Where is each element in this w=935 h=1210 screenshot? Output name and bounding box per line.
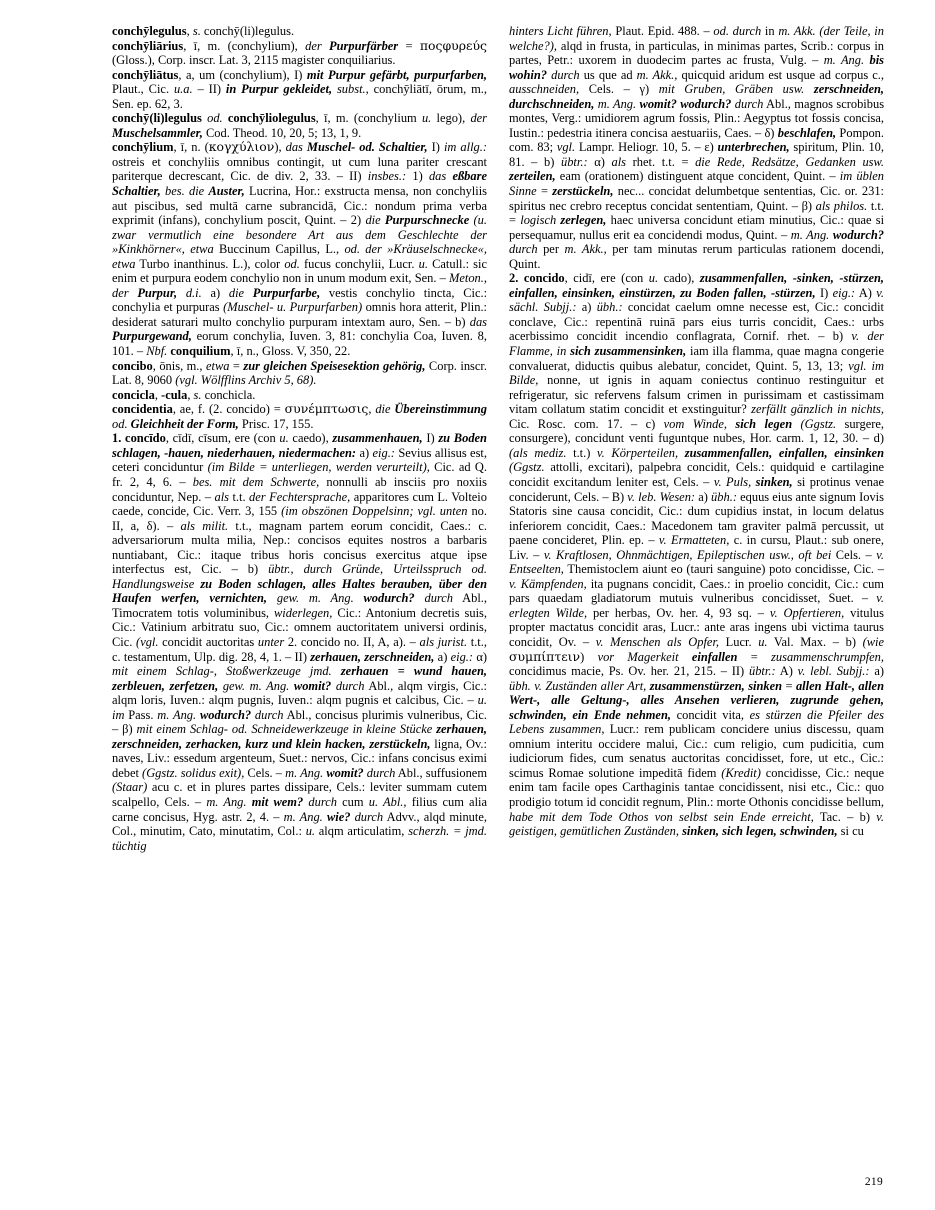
dictionary-entry: 2. concido, cidī, ere (con u. cado), zusammenfallen, -sinken, -stürzen, einfallen, einsinken, einstürzen, zu Boden fallen, -stürzen, I) eig.: A) v. sächl. Subjj.: a) übh.: concidat caelum omne necesse est, Cic.: concidit conclave, Cic.: repentinā ruinā pars eius turris concidit, Caes.: urbs acerbissimo concidit incendio conflagrata, Cornif. rhet. – b) v. der Flamme, in sich zusammensinken, iam illa flamma, quae magna congerie convaluerat, diductis quibus alebatur, concidet, Quint. 5, 13, 13; vgl. im Bilde, nonne, ut ignis in aquam coniectus continuo restinguitur et refrigeratur, sic refervens falsum crimen in purissimam et castissimam vitam collatum statim concidit et exstinguitur? zerfällt gänzlich in nichts, Cic. Rosc. com. 17. – c) vom Winde, sich legen (Ggstz. surgere, consurgere), concidunt venti fuguntque nubes, Hor. carm. 1, 12, 30. – d) (als mediz. t.t.) v. Körperteilen, zusammenfallen, einfallen, einsinken (Ggstz. attolli, excitari), palpebra concidit, Cels.: quidquid e cartilagine concidit excitandum leniter est, Cels. – v. Puls, sinken, si protinus venae conciderunt, Cels. – B) v. leb. Wesen: a) übh.: equus eius ante signum Iovis Statoris sine causa concidit, Cic.: dum cupidius instat, in locum delatus inferiorem concidit, Caes.: Macedonem tam graviter palmā percussit, ut paene concideret, Plin. ep. – v. Ermatteten, c. in cursu, Plaut.: sub onere, Liv. – v. Kraftlosen, Ohnmächtigen, Epileptischen usw., oft bei Cels. – v. Entseelten, Themistoclem aiunt eo (tauri sanguine) poto concidisse, Cic. – v. Kämpfenden, ita pugnans concidit, Caes.: in proelio concidit, Cic.: cum pars quaedam gladiatorum mutuis vulneribus concidisset, Suet. – v. erlegten Wilde, per herbas, Ov. her. 4, 93 sq. – v. Opfertieren, vitulus propter mactatus concidit aras, Lucr.: ante aras ingens ubi victima taurus concidit, Ov. – v. Menschen als Opfer, Lucr. u. Val. Max. – b) (wie συμπίπτειν) vor Magerkeit einfallen = zusammenschrumpfen, concidimus macie, Ps. Ov. her. 21, 215. – II) übtr.: A) v. lebl. Subjj.: a) übh. v. Zuständen aller Art, zusammenstürzen, sinken = allen Halt-, allen Wert-, alle Geltung-, alles Ansehen verlieren, zugrunde gehen, schwinden, ein Ende nehmen, concidit vita, es stürzen die Pfeiler des Lebens zusammen, Lucr.: rem publicam concidere unius discessu, quam omnium interitu occidere malui, Cic.: cum religio, cum pudicitia, cum iudiciorum fides, cum senatus auctoritas concidisset, fore, ut etc., Cic.: scimus Romae solutione impeditā fidem (Kredit) concidisse, Cic.: neque enim tam facile opes Carthaginis tantae concidissent, nisi etc., Cic.: quo prodigio totum id concidit regnum, Plin.: morte Othonis concidisse bellum, habe mit dem Tode Othos von selbst sein Ende erreicht, Tac. – b) v. geistigen, gemütlichen Zuständen, sinken, sich legen, schwinden, si cu (509, 271, 885, 839)
dictionary-entry: conchȳlium, ī, n. (κογχύλιον), das Muschel- od. Schaltier, I) im allg.: ostreis et conchyliis omnibus contingit, ut cum luna pariter crescant pariterque decrescant, Cic. de div. 2, 33. – II) insbes.: 1) das eßbare Schaltier, bes. die Auster, Lucrina, Hor.: exstructa mensa, non conchyliis aut piscibus, sed multā carne subrancidā, Cic.: nondum prima verba exprimit (infans), conchylium poscit, Quint. – 2) die Purpurschnecke (u. zwar vermutlich eine besondere Art aus dem Geschlechte der »Kinkhörner«, etwa Buccinum Capillus, L., od. der »Kräuselschnecke«, etwa Turbo inanthinus. L.), color od. fucus conchylii, Lucr. u. Catull.: sic enim et purpura eodem conchylio non in unum modum exit, Sen. – Meton., der Purpur, d.i. a) die Purpurfarbe, vestis conchylio tincta, Cic.: conchylia et purpuras (Muschel- u. Purpurfarben) omnis hora atterit, Plin.: desiderat saturari multo conchylio purpuram intextam auro, Sen. – b) das Purpurgewand, eorum conchylia, Iuven. 3, 81: conchylia Coa, Iuven. 8, 101. – Nbf. conquilium, ī, n., Gloss. V, 350, 22. (112, 139, 488, 359)
dictionary-entry: concibo, ōnis, m., etwa = zur gleichen Speisesektion gehörig, Corp. inscr. Lat. 8, 9060 (vgl. Wölfflins Archiv 5, 68). (112, 358, 487, 388)
page-number: 219 (864, 1176, 883, 1188)
dictionary-entry: conchȳliārius, ī, m. (conchylium), der Purpurfärber = ποςφυρεύς (Gloss.), Corp. inscr. Lat. 3, 2115 magister conquiliarius. (112, 37, 488, 68)
two-column-body (112, 24, 884, 853)
dictionary-entry: concidentia, ae, f. (2. concido) = συνέμπτωσις, die Übereinstimmung od. Gleichheit der Form, Prisc. 17, 155. (112, 401, 488, 431)
dictionary-entry: concicla, -cula, s. conchicla. (112, 387, 256, 402)
dictionary-entry-continuation: hinters Licht führen, Plaut. Epid. 488. – od. durch in m. Akk. (der Teile, in welche?), alqd in frusta, in particulas, in minimas partes, Scrib.: corpus in partes, Petr.: uxorem in duodecim partes ac frusta, Vulg. – m. Ang. bis wohin? durch us que ad m. Akk., quicquid aridum est usque ad corpus c., ausschneiden, Cels. – γ) mit Gruben, Gräben usw. zerschneiden, durchschneiden, m. Ang. womit? wodurch? durch Abl., magnos scrobibus montes, Verg.: umidiorem agrum fossis, Plin.: Aegyptus tot fossis concisa, Iustin.: pedestria itinera concisa aestuariis, Caes. – δ) beschlafen, Pompon. com. 83; vgl. Lampr. Heliogr. 10, 5. – ε) unterbrechen, spiritum, Plin. 10, 81. – b) übtr.: α) als rhet. t.t. = die Rede, Redsätze, Gedanken usw. zerteilen, eam (orationem) distinguent atque concident, Quint. – im üblen Sinne = zerstückeln, nec... concidat delumbetque sententias, Cic. or. 231: spiritus nec crebro receptus concidat sententiam, Quint. – β) als philos. t.t. = logisch zerlegen, haec universa concidunt etiam minutius, Cic.: quae si persequamur, nullus erit ea concidendi modus, Quint. – m. Ang. wodurch? durch per m. Akk., per tam minutas rerum particulas rationem docendi, Quint. (509, 24, 885, 271)
dictionary-entry: 1. concīdo, cīdī, cīsum, ere (con u. caedo), zusammenhauen, I) zu Boden schlagen, -hauen, niederhauen, niedermachen: a) eig.: Sevius allisus est, ceteri conciduntur (im Bilde = unterliegen, werden verurteilt), Cic. ad Q. fr. 2, 4, 6. – bes. mit dem Schwerte, nonnulli ab insciis pro noxiis conciduntur, Nep. – als t.t. der Fechtersprache, apparitores cum L. Volteio caede, concide, Cic. Verr. 3, 155 (im obszönen Doppelsinn; vgl. unten no. II, a, δ). – als milit. t.t., magnam partem eorum concidit, Caes.: c. adversariorum multa milia, Nep.: concisos equites nostros a barbaris nuntiabant, Cic.: itaque tribus horis concisus exercitus atque ipse interfectus est, Cic. – b) übtr., durch Gründe, Urteilsspruch od. Handlungsweise zu Boden schlagen, alles Haltes berauben, über den Haufen werfen, vernichten, gew. m. Ang. wodurch? durch Abl., Timocratem totis voluminibus, widerlegen, Cic.: Antonium decretis suis, Cic.: Vatinium arbitratu suo, Cic.: omnem auctoritatem universi ordinis, Cic. (vgl. concidit auctoritas unter 2. concido no. II, A, a). – als jurist. t.t., c. testamentum, Ulp. dig. 28, 4, 1. – II) zerhauen, zerschneiden, a) eig.: α) mit einem Schlag-, Stoßwerkzeuge jmd. zerhauen = wund hauen, zerbleuen, zerfetzen, gew. m. Ang. womit? durch Abl., alqm virgis, Cic.: alqm loris, Iuven.: alqm pugnis, Iuven.: alqm pugnis et calcibus, Cic. – u. im Pass. m. Ang. wodurch? durch Abl., concisus plurimis vulneribus, Cic. – β) mit einem Schlag- od. Schneidewerkzeuge in kleine Stücke zerhauen, zerschneiden, zerhacken, kurz und klein hacken, zerstückeln, ligna, Ov.: naves, Liv.: essedum argenteum, Suet.: nervos, Cic.: infans concisus eximi debet (Ggstz. solidus exit), Cels. – m. Ang. womit? durch Abl., suffusionem (Staar) acu c. et in plures partes dissipare, Cels.: leviter summam cutem scalpello, Cels. – m. Ang. mit wem? durch cum u. Abl., filius cum alia carne concisus, Hyg. astr. 2, 4. – m. Ang. wie? durch Advv., alqd minute, Col., minutim, Cato, minutatim, Col.: u. alqm articulatim, scherzh. = jmd. tüchtig (112, 431, 488, 853)
dictionary-entry: conchȳliātus, a, um (conchylium), I) mit Purpur gefärbt, purpurfarben, Plaut., Cic. u.a. – II) in Purpur gekleidet, subst., conchȳliātī, ōrum, m., Sen. ep. 62, 3. (112, 67, 488, 111)
dictionary-entry: conchȳlegulus, s. conchȳ(li)legulus. (112, 24, 295, 38)
right-column (509, 24, 884, 853)
left-column (112, 24, 487, 853)
dictionary-entry: conchȳ(li)legulus od. conchȳliolegulus, ī, m. (conchylium u. lego), der Muschelsammler, Cod. Theod. 10, 20, 5; 13, 1, 9. (112, 111, 488, 140)
